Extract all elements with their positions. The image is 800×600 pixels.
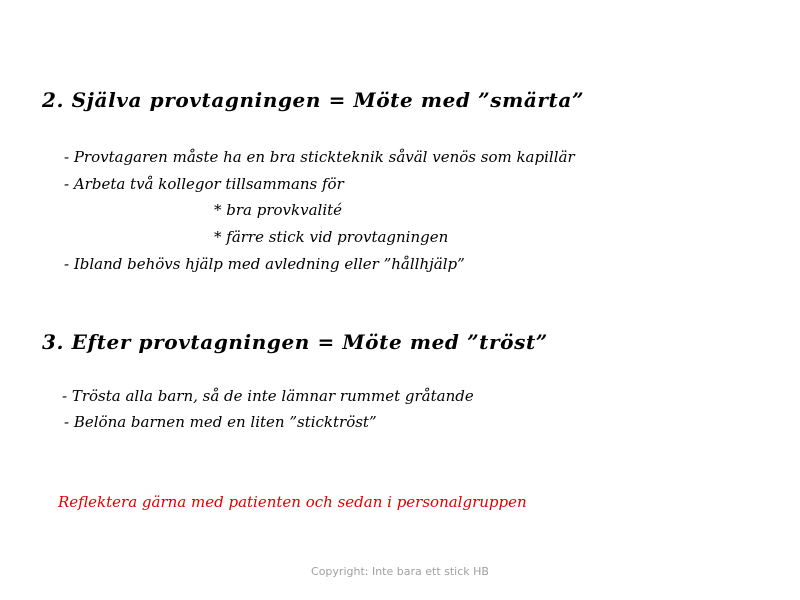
section-2-bullet-colleagues: - Arbeta två kollegor tillsammans för <box>64 175 344 193</box>
section-3-heading: 3. Efter provtagningen = Möte med ”tröst” <box>42 330 548 354</box>
section-3-bullet-comfort: - Trösta alla barn, så de inte lämnar rummet gråtande <box>62 387 474 405</box>
section-2-heading: 2. Själva provtagningen = Möte med ”smärta” <box>42 88 585 112</box>
section-2-bullet-technique: - Provtagaren måste ha en bra stickteknik såväl venös som kapillär <box>64 148 575 166</box>
section-2-bullet-distraction: - Ibland behövs hjälp med avledning eller ”hållhjälp” <box>64 255 465 273</box>
section-2-subbullet-fewer-sticks: * färre stick vid provtagningen <box>214 228 449 246</box>
section-3-bullet-reward: - Belöna barnen med en liten ”sticktröst” <box>64 413 377 431</box>
copyright-footer: Copyright: Inte bara ett stick HB <box>311 565 489 578</box>
section-2-subbullet-quality: * bra provkvalité <box>214 201 343 219</box>
reflection-note: Reflektera gärna med patienten och sedan i personalgruppen <box>58 493 527 511</box>
